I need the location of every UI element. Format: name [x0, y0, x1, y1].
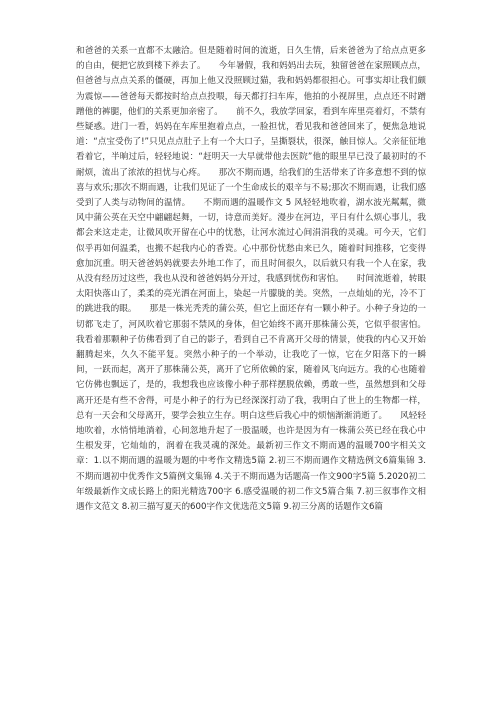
essay-body-text: 和爸爸的关系一直都不太融洽。但是随着时间的流逝，日久生情，后来爸爸为了给点点更多的自由，便把它放到楼下养去了。 今年暑假，我和妈妈出去玩，独留爸爸在家照顾点点，但爸爸与点点关系的僵硬，再加上他又没照顾过猫，我和妈妈都很担心。可事实却让我们颇为震惊——爸爸每天都按时给点点投喂，每天都打扫车库，他拍的小视屏里，点点还不时蹭蹭他的裤腿，他们的关系更加亲密了。 前不久，我放学回家，看到车库里亮着灯，不禁有些疑惑。进门一看，妈妈在车库里抱着点点，一脸担忧，看见我和爸爸回来了，便焦急地说道：“点宝受伤了!”只见点点肚子上有一个大口子，呈撕裂状，很深，触目惊人。父亲征征地看着它，半晌过后，轻轻地说：“赶明天一大早就带他去医院”他的眼里早已没了最初时的不耐烦，流出了浓浓的担忧与心疼。 那次不期而遇，给我们的生活带来了许多意想不到的惊喜与欢乐;那次不期而遇，让我们见证了一个生命成长的艰辛与不易;那次不期而遇，让我们感受到了人类与动物间的温情。 不期而遇的温暖作文 5 风轻轻地吹着，湖水波光粼粼，微风中蒲公英在天空中翩翩起舞，一切，诗意而美好。漫步在河边，平日有什么烦心事儿，我都会来这走走，让微风吹开留在心中的忧愁，让河水流过心间涓涓我的灵魂。可今天，它们似乎再如何温柔，也搬不起我内心的香瓷。心中那份忧愁由来已久，随着时间推移，它变得愈加沉重。明天爸爸妈妈就要去外地工作了，而且时间很久，以后就只有我一个人在家，我从没有经历过这些，我也从没和爸爸妈妈分开过，我感到忧伤和害怕。 时间流逝着，转眼太阳快落山了，柔柔的亮光洒在河面上，染起一片朦胧的美。突然，一点灿灿的光，冷不丁的跳进我的眼。 那是一株光秃秃的蒲公英，但它上面还存有一颗小种子。小种子身边的一切都飞走了，河风吹着它那弱不禁风的身体，但它始终不离开那株蒲公英，它似乎很害怕。我看着那颗种子仿佛看到了自己的影子，看到自己不肯离开父母的情景，使我的内心又开始翻腾起来，久久不能平复。突然小种子的一个举动，让我吃了一惊，它在夕阳落下的一瞬间，一跃而起，离开了那株蒲公英，离开了它所依赖的家，随着风飞向远方。我的心也随着它仿佛也飘远了，是的，我想我也应该像小种子那样摆脱依赖，勇敢一些，虽然想到和父母离开还是有些不舍得，可是小种子的行为已经深深打动了我，我明白了世上的生物都一样，总有一天会和父母离开，要学会独立生存。明白这些后我心中的烦恼渐渐消逝了。 风轻轻地吹着，水悄悄地淌着，心间忽地升起了一股温暖，也许是因为有一株蒲公英已经在我心中生根发芽，它灿灿的，润着在我灵魂的深处。最新初三作文不期而遇的温暖700字相关文章：1.以不期而遇的温暖为题的中考作文精选5篇 2.初三不期而遇作文精选例文6篇集锦 3.不期而遇初中优秀作文5篇例文集锦 4.关于不期而遇为话题高一作文900字5篇 5.2020初二年级最新作文成长路上的阳光精选700字 6.感受温暖的初二作文5篇合集 7.初三叙事作文相遇作文范文 8.初三描写夏天的600字作文优选范文5篇 9.初三分离的话题作文6篇: [76, 46, 426, 513]
essay-text-block: [76, 44, 426, 515]
